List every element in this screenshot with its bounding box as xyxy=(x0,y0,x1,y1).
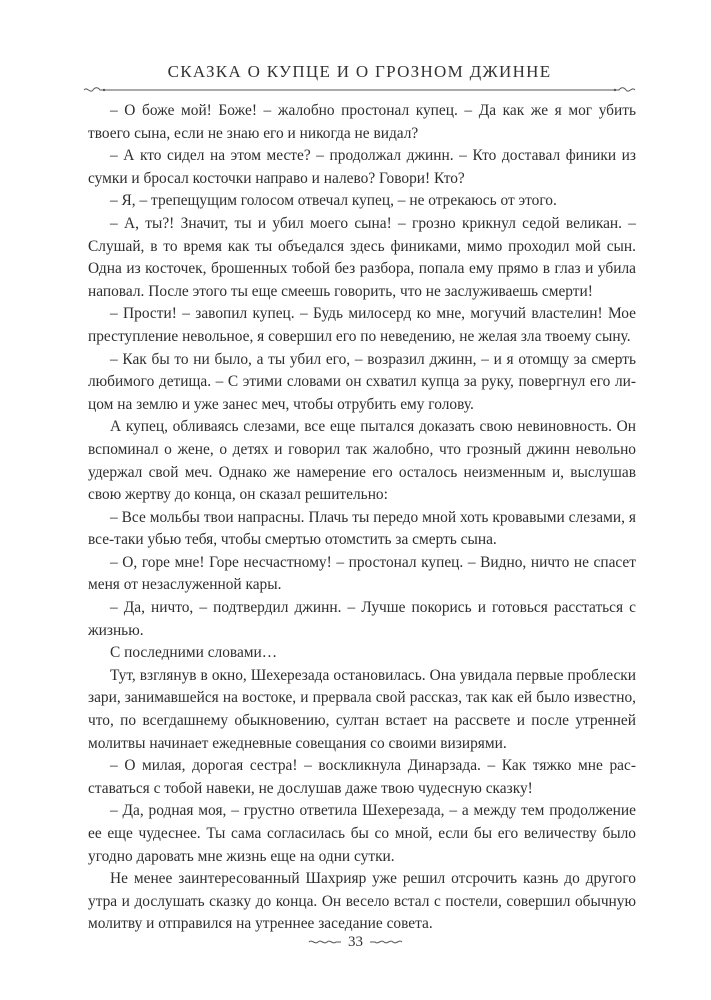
paragraph: С последними словами… xyxy=(110,644,278,662)
paragraph: – О боже мой! Боже! – жалобно простонал купец. – Да как же я мог убить твоего сына, если не знаю его и никогда не видал? xyxy=(88,102,636,142)
folio-right-ornament-icon xyxy=(369,938,403,946)
paragraph: – О милая, дорогая сестра! – воскликнула Динарзада. – Как тяжко мне расставаться с тобой навеки, не дослушав даже твою чудесную сказку! xyxy=(88,757,636,797)
page-footer xyxy=(0,931,711,951)
paragraph: – Прости! – завопил купец. – Будь милосерд ко мне, могучий властелин! Мое преступление невольное, я совершил его по неведению, не желая зла твоему сыну. xyxy=(88,305,636,345)
paragraph: – А, ты?! Значит, ты и убил моего сына! – грозно крикнул седой великан. – Слушай, в то время как ты объедался здесь финиками, мимо проходил мой сын. Одна из косточек, брошенных тобой без разбора, попала ему прямо в глаз и убила наповал. После этого ты еще смеешь говорить, что не заслуживаешь смерти! xyxy=(88,214,636,300)
paragraph: – А кто сидел на этом месте? – продолжал джинн. – Кто доставал финики из сумки и бросал косточки направо и налево? Говори! Кто? xyxy=(88,147,636,187)
running-head-title: СКАЗКА О КУПЦЕ И О ГРОЗНОМ ДЖИННЕ xyxy=(167,62,552,81)
paragraph: – Да, ничто, – подтвердил джинн. – Лучше покорись и готовься расстаться с жизнью. xyxy=(88,599,636,639)
page-number: 33 xyxy=(348,933,363,950)
paragraph: – Да, родная моя, – грустно ответила Шехерезада, – а между тем продолжение ее еще чудеснее. Ты сама согласилась бы со мной, если бы его величеству было угодно даровать мне жизнь еще на одни сутки. xyxy=(88,802,636,865)
folio-left-ornament-icon xyxy=(308,938,342,946)
paragraph: – Я, – трепещущим голосом отвечал купец, – не отрекаюсь от этого. xyxy=(110,192,557,210)
story-text xyxy=(88,100,636,936)
paragraph: А купец, обливаясь слезами, все еще пытался доказать свою невиновность. Он вспоминал о жене, о детях и говорил так жалобно, что грозный джинн невольно удержал свой меч. Однако же намерение его осталось неизменным и, выслушав свою жертву до конца, он сказал решительно: xyxy=(88,418,636,504)
ornamental-rule-icon xyxy=(82,85,637,95)
paragraph: – О, горе мне! Горе несчастному! – простонал купец. – Видно, ничто не спасет меня от незаслуженной кары. xyxy=(88,553,636,594)
paragraph: Не менее заинтересованный Шахрияр уже решил отсрочить казнь до другого утра и дослушать сказку до конца. Он весело встал с постели, совершил обычную молитву и отправился на утреннее заседание совета. xyxy=(88,870,636,933)
running-header xyxy=(82,62,637,96)
paragraph: – Все мольбы твои напрасны. Плачь ты передо мной хоть кровавыми слезами, я все-таки убью тебя, чтобы смертью отомстить за смерть сына. xyxy=(88,508,636,549)
paragraph: – Как бы то ни было, а ты убил его, – возразил джинн, – и я отомщу за смерть любимого детища. – С этими словами он схватил купца за руку, повергнул его лицом на землю и уже занес меч, чтобы отрубить ему голову. xyxy=(88,350,636,413)
paragraph: Тут, взглянув в окно, Шехерезада остановилась. Она увидала первые проблески зари, занимавшейся на востоке, и прервала свой рассказ, так как ей было известно, что, по всегдашнему обыкновению, султан встает на рассвете и после утренней молитвы начинает ежедневные совещания со своими визирями. xyxy=(88,666,636,752)
